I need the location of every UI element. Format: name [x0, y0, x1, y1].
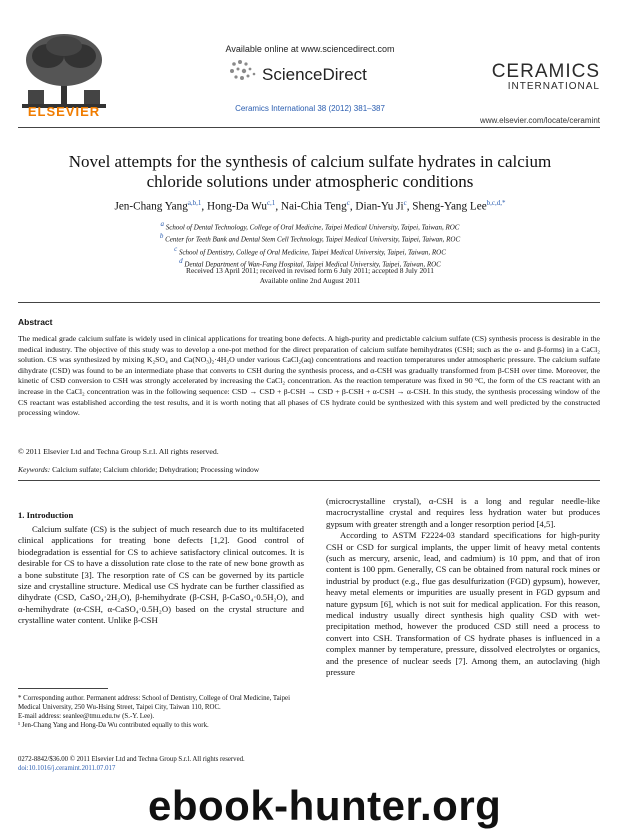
sciencedirect-wordmark: ScienceDirect — [262, 65, 367, 84]
author-affil-link[interactable]: c — [346, 199, 350, 207]
author-affil-link[interactable]: c,1 — [266, 199, 276, 207]
corresponding-author-note: * Corresponding author. Permanent address: School of Dentistry, College of Oral Medicine, Taipei Medical University, 250 Wu-Hsing Street, Taipei City, Taiwan 110, ROC. — [18, 695, 291, 711]
affiliation-list — [20, 220, 600, 269]
online-date: Available online 2nd August 2011 — [259, 276, 361, 285]
email-note[interactable]: E-mail address: seanlee@tmu.edu.tw (S.-Y. Lee). — [18, 713, 155, 720]
keywords-values: Calcium sulfate; Calcium chloride; Dehydration; Processing window — [52, 465, 260, 474]
author-name: Nai-Chia Teng — [280, 200, 347, 213]
affiliation: $^a$ School of Dental Technology, College of Oral Medicine, Taipei Medical University, Taipei, Taiwan, ROC — [160, 220, 460, 232]
body-paragraph: According to ASTM F2224-03 standard specifications for high-purity CSH or CSD for surgical implants, the upper limit of heavy metal contents (such as mercury, arsenic, lead, and cadmium) is 10 ppm, and that of iron content is 100 ppm. Generally, CS can be obtained from natural rock mines or industrial by product (e.g., flue gas desulfurization (FGD) gypsum), however, heavy metal elements or impurities are usually present in FGD gypsum and nature gypsum [6], which is not suit for medical application. For this reason, medical industry usually direct synthesis high quality CSD with wet-precipitation method, however the produced CSD still need a process to convert into CSH. Transformation of CS hydrate phases is influenced in a complex manner by temperature, pressure, dissolved electrolytes or organics, and the presence of nuclear seeds [7]. Among them, an autoclaving (high pressure — [326, 530, 600, 678]
author-list: Jen-Chang Yang$^{a,b,1}$, Hong-Da Wu$^{c,1}$, Nai-Chia Teng$^c$, Dian-Yu Ji$^c$, Sheng-Yang Lee$^{b,c,d,*}$ — [114, 199, 506, 213]
journal-name-line1: CERAMICS — [491, 61, 600, 82]
author-name: Hong-Da Wu — [207, 200, 267, 213]
author-affil-link[interactable]: c — [403, 199, 407, 207]
journal-logo — [492, 62, 600, 92]
available-online-text: Available online at www.sciencedirect.com — [225, 44, 395, 54]
footnote-rule — [18, 688, 108, 689]
keywords-line — [18, 465, 259, 474]
elsevier-tree-logo — [18, 30, 110, 110]
header-divider — [18, 127, 600, 128]
abstract-text: The medical grade calcium sulfate is widely used in clinical applications for treating bone defects. A high-purity and predictable calcium sulfate (CS) synthesis process is desirable in the medical industry. The objective of this study was to develop a one-pot method for the direct preparation of calcium sulfate hemihydrates (CSH; such as the α- and β-forms) in a CaCl₂ solution. CS was synthesized by mixing K₂SO₄ and Ca(NO₃)₂·4H₂O under various CaCl₂(aq) concentrations and reaction temperatures under atmospheric pressure. The calcium sulfate dihydrate (CSD) was found to be an intermediate phase that converts to CSH during the synthesis process, and α-CSH was gradually transformed from β-CSH over time. Moreover, the kinetic of CSD conversion to CSH was strongly accelerated by increasing the CaCl₂ concentration. As the reaction temperature was fixed in 90 °C, the form of the CS reactant with an increase in the CaCl₂ concentration was in the following sequence: CSD → CSD + β-CSH → CSD + β-CSH + α-CSH → α-CSH. In this study, the synthesis processing window of the CS reactant was established according the test results, and it is worth noting that all phases of CS hydrate could be synthesized with this system and well predicted by the constructed processing window. — [18, 334, 600, 418]
author-name: Jen-Chang Yang — [114, 200, 188, 213]
affiliation: $^d$ Dental Department of Wan-Fang Hospital, Taipei Medical University, Taipei, Taiwan, ROC — [179, 256, 441, 269]
body-paragraph: (microcrystalline crystal), α-CSH is a long and regular needle-like macrocrystalline crystal and requires less hydration water but produces gypsum with greater strength and a longer resorption period [4,5]. — [326, 496, 600, 529]
author-name: Dian-Yu Ji — [355, 200, 404, 213]
author-affil-link[interactable]: a,b,1 — [187, 199, 202, 207]
author-name: Sheng-Yang Lee — [412, 200, 487, 213]
sciencedirect-logo[interactable] — [226, 58, 396, 88]
body-left-column: Calcium sulfate (CS) is the subject of much research due to its multifaceted clinical applications for treating bone defects [1,2]. Good control of biodegradation is essential for CS to achieve satisfactory clinical outcomes. It is desirable for CS to have a dissolution rate close to the rate of new bone growth as a bone substitute [3]. The resorption rate of CS can be governed by its particle size and crystalline structure. Medical use CS hydrate can be further classified as dihydrate (CSD, CaSO₄·2H₂O), β-hemihydrate (β-CSH, β-CaSO₄·0.5H₂O), and α-hemihydrate (α-CSH, α-CaSO₄·0.5H₂O) based on the crystal structure and crystalline water content. Unlike β-CSH — [18, 524, 304, 626]
title-divider — [18, 302, 600, 303]
footnotes — [18, 694, 304, 730]
abstract-heading: Abstract — [18, 317, 53, 327]
journal-website-link[interactable]: www.elsevier.com/locate/ceramint — [479, 116, 600, 125]
abstract-divider — [18, 480, 600, 481]
received-dates: Received 13 April 2011; received in revised form 6 July 2011; accepted 8 July 2011 — [186, 266, 434, 275]
keywords-label: Keywords: — [18, 465, 51, 474]
equal-contribution-note: ¹ Jen-Chang Yang and Hong-Da Wu contributed equally to this work. — [18, 722, 209, 729]
doi-link[interactable]: doi:10.1016/j.ceramint.2011.07.017 — [18, 765, 116, 772]
journal-reference-link[interactable]: Ceramics International 38 (2012) 381–387 — [235, 104, 385, 113]
issn-block — [18, 755, 245, 773]
section-heading: 1. Introduction — [18, 510, 74, 520]
affiliation: $^c$ School of Dentistry, College of Oral Medicine, Taipei Medical University, Taipei, Taiwan, ROC — [174, 244, 446, 256]
article-dates — [0, 266, 620, 286]
body-right-column — [326, 496, 600, 679]
journal-name-line2: INTERNATIONAL — [507, 81, 600, 92]
article-title: Novel attempts for the synthesis of calcium sulfate hydrates in calcium chloride solutions under atmospheric conditions — [68, 152, 552, 191]
issn-line: 0272-8842/$36.00 © 2011 Elsevier Ltd and Techna Group S.r.l. All rights reserved. — [18, 756, 245, 763]
affiliation: $^b$ Center for Teeth Bank and Dental Stem Cell Technology, Taipei Medical University, Taipei, Taiwan, ROC — [159, 232, 461, 244]
abstract-copyright: © 2011 Elsevier Ltd and Techna Group S.r.l. All rights reserved. — [18, 447, 219, 456]
publisher-name: ELSEVIER — [27, 104, 101, 119]
watermark-text: ebook-hunter.org — [148, 782, 502, 829]
author-affil-link[interactable]: b,c,d,* — [486, 199, 506, 207]
